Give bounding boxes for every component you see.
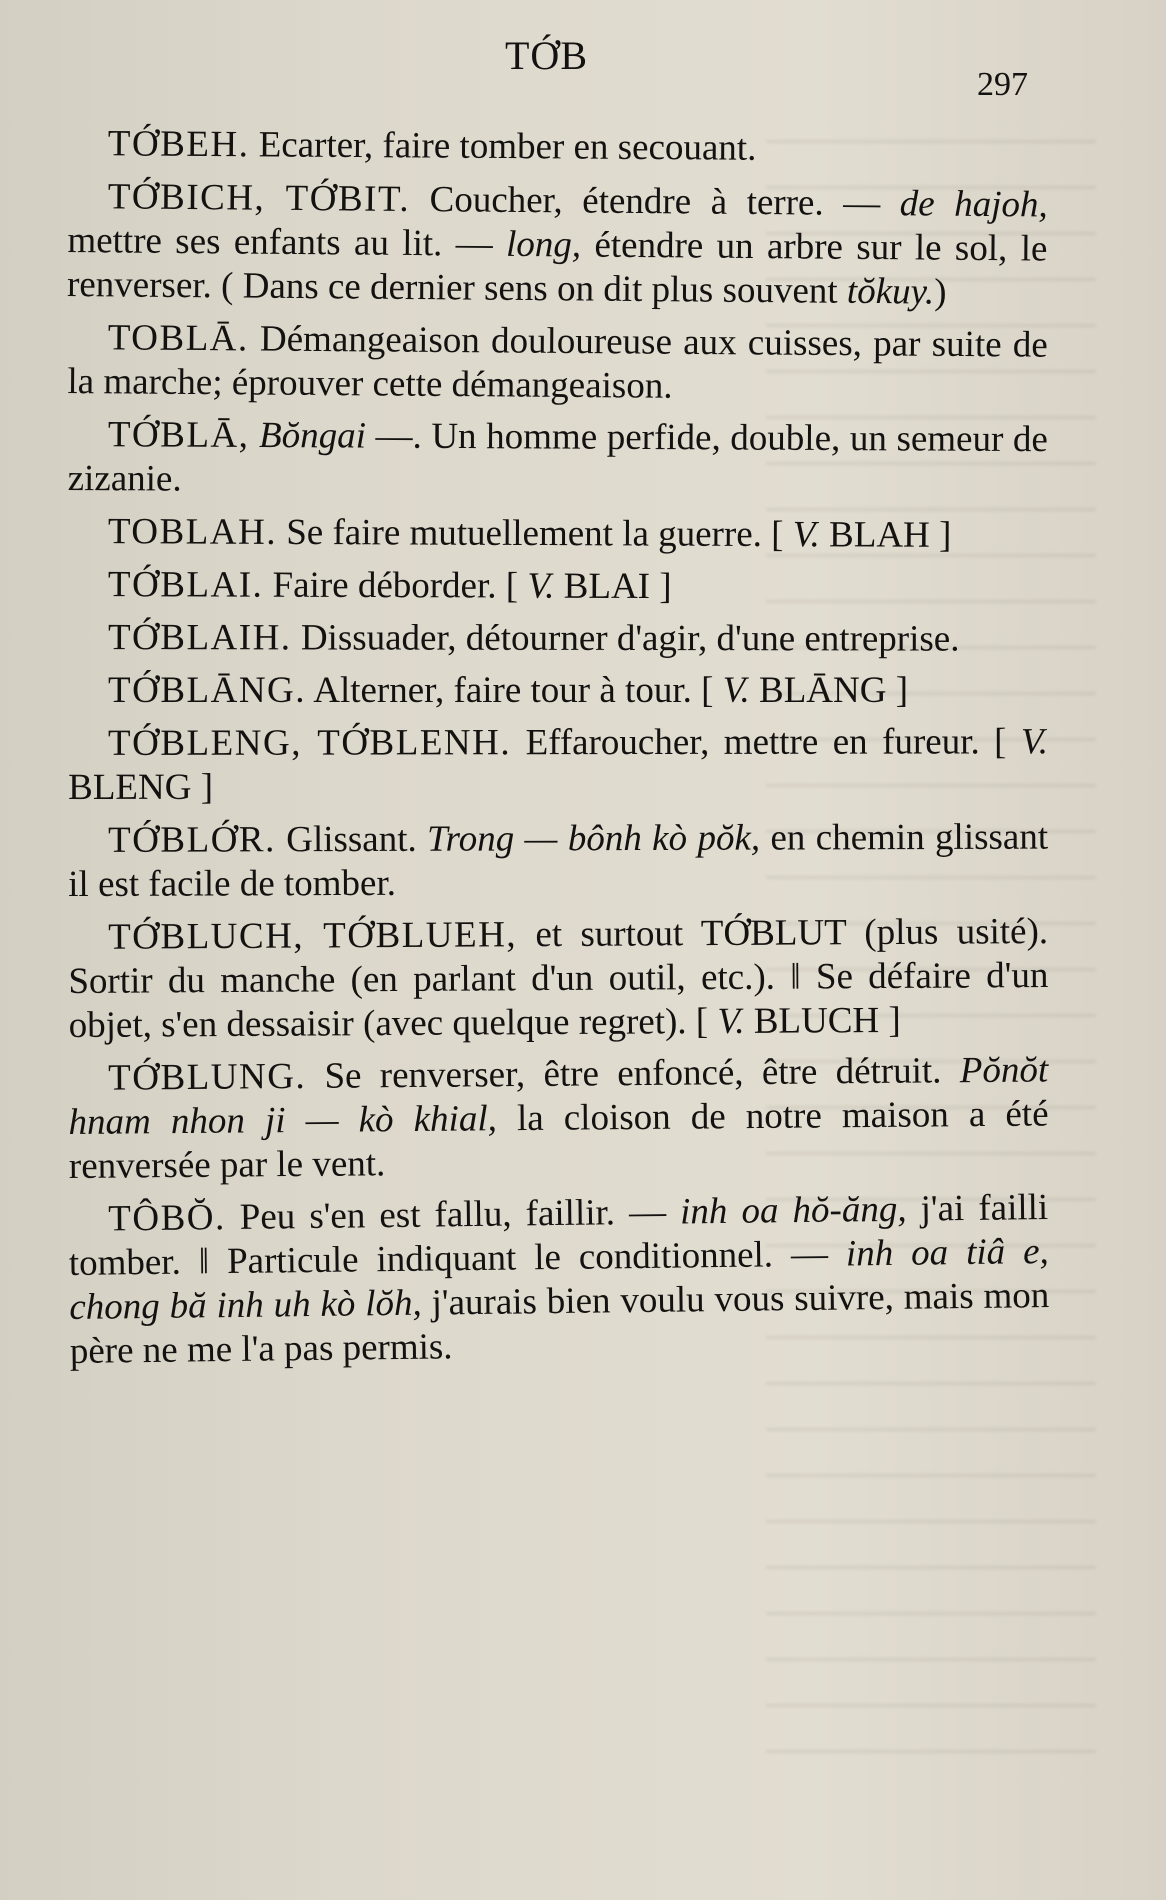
headword: TỚBLAIH. [107, 617, 292, 659]
entry-tobleng [68, 720, 1048, 810]
headword: TỚBICH, TỚBIT. [107, 176, 411, 220]
example: V. [722, 670, 750, 711]
definition: Effaroucher, mettre en fureur. [ [511, 721, 1021, 764]
definition: Faire déborder. [ [263, 564, 528, 607]
definition: Démangeaison douloureuse aux cuisses, par suite de la marche; éprouver cette démangeaison. [67, 318, 1048, 407]
definition: Dissuader, détourner d'agir, d'une entreprise. [291, 617, 960, 660]
definition: Se faire mutuellement la guerre. [ [276, 511, 793, 556]
entry-tobich [67, 175, 1048, 316]
example: long, [505, 223, 582, 266]
entry-toblai [68, 563, 1048, 610]
example: V. [792, 514, 820, 556]
page-header [0, 32, 1166, 103]
headword: TỚBLUCH, TỚBLUEH, [108, 914, 518, 958]
definition: Glissant. [275, 818, 428, 861]
definition: ) [934, 271, 947, 313]
example: inh oa hŏ-ăng, [679, 1188, 907, 1233]
headword: TỚBLAI. [107, 564, 264, 606]
definition: Se renverser, être enfoncé, être détruit. [306, 1050, 960, 1097]
definition: la cloison de notre maison a été renversée par le vent. [68, 1093, 1049, 1187]
example: Pŏnŏt hnam nhon ji — kò khial, [68, 1049, 1049, 1143]
headword: TỚBLUNG. [108, 1055, 307, 1099]
example: Bŏngai [249, 414, 367, 457]
example: V. [527, 565, 555, 607]
example: V. [1020, 721, 1049, 763]
definition: BLĀNG ] [749, 670, 909, 711]
entry-toblaih [68, 616, 1048, 662]
example: tŏkuy. [846, 270, 935, 313]
definition: Coucher, étendre à terre. — [409, 178, 900, 225]
definition: mettre ses enfants au lit. — [67, 219, 507, 265]
headword: TỚBLĀNG. [108, 670, 307, 711]
example: de hajoh, [899, 183, 1048, 226]
definition: Ecarter, faire tomber en secouant. [249, 124, 757, 169]
entry-toblah [68, 510, 1048, 558]
headword: TỚBLỚR. [108, 819, 276, 861]
definition: Peu s'en est fallu, faillir. — [225, 1191, 681, 1239]
example: V. [717, 1000, 745, 1043]
page-number: 297 [977, 66, 1028, 103]
headword: TOBLĀ. [107, 317, 249, 360]
definition: BLENG ] [68, 766, 214, 808]
definition: BLAI ] [554, 565, 672, 608]
definition: en chemin glissant il est facile de tomber. [68, 816, 1049, 905]
definition: j'aurais bien voulu vous suivre, mais mon père ne me l'a pas permis. [69, 1275, 1050, 1372]
entry-tobla [67, 316, 1048, 412]
definition: —. Un homme perfide, double, un semeur de zizanie. [67, 415, 1048, 500]
running-head: TỚB [505, 33, 588, 78]
entry-tobo [68, 1186, 1050, 1374]
entry-toblang [68, 669, 1048, 713]
entry-tobluch [68, 910, 1049, 1048]
entries-column [68, 122, 1048, 1383]
headword: TÔBŎ. [108, 1197, 226, 1240]
entry-tobeh [68, 122, 1048, 173]
definition: BLUCH ] [744, 999, 901, 1042]
definition: j'ai failli tomber. ‖ Particule indiquant le conditionnel. — [68, 1187, 1049, 1284]
definition: et surtout TỚBLUT (plus usité). Sortir du manche (en parlant d'un outil, etc.). ‖ Se défaire d'un objet, s'en dessaisir (avec quelque regret). [ [68, 911, 1049, 1046]
entry-toblor [68, 816, 1048, 907]
definition: BLAH ] [819, 514, 952, 556]
entry-tobla-bongai [68, 413, 1048, 506]
headword: TỚBEH. [107, 123, 250, 166]
headword: TOBLAH. [107, 511, 278, 553]
definition: Alterner, faire tour à tour. [ [306, 670, 723, 711]
example: Trong — bônh kò pŏk, [427, 817, 761, 860]
definition: étendre un arbre sur le sol, le renverser. ( Dans ce dernier sens on dit plus souvent [66, 224, 1048, 312]
headword: TỚBLENG, TỚBLENH. [108, 722, 512, 764]
headword: TỚBLĀ, [107, 414, 250, 456]
entry-toblung [68, 1048, 1049, 1189]
example: inh oa tiâ e, chong bă inh uh kò lŏh, [69, 1231, 1049, 1328]
